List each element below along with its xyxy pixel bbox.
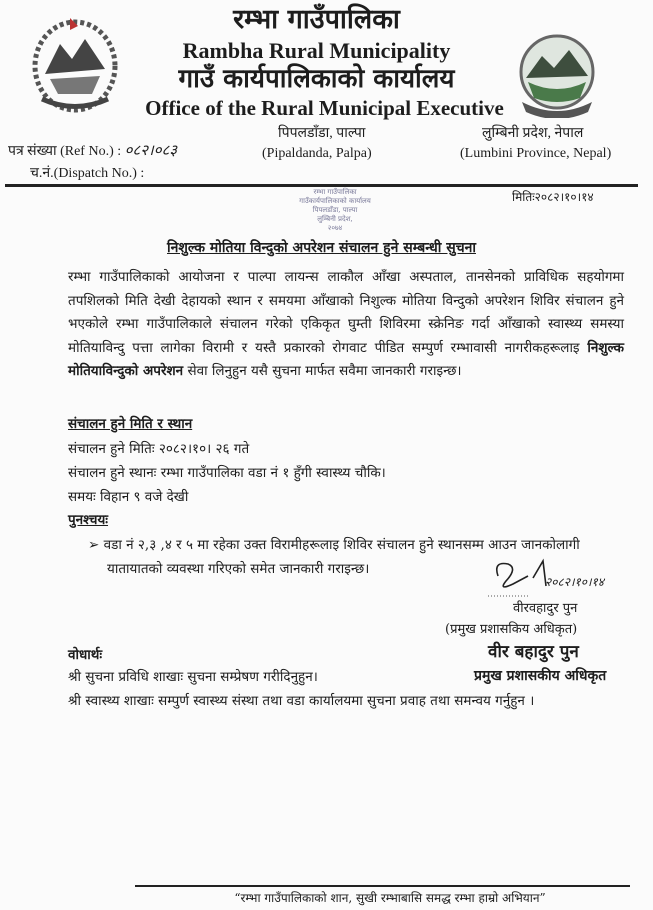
body-bold-text: निशुल्क मोतियाविन्दुको अपरेशन [68,339,624,379]
office-name-en: Office of the Rural Municipal Executive [145,96,504,120]
schedule-date: संचालन हुने मितिः २०८२।१०। २६ गते [68,441,250,457]
letter-date: मितिः२०८२।१०।१४ [512,190,594,204]
signatory-stamp-name: वीर बहादुर पुन [488,642,579,662]
schedule-place: संचालन हुने स्थानः रम्भा गाउँपालिका वडा नं १ हुँगी स्वास्थ्य चौकि। [68,465,386,481]
body-text-end: सेवा लिनुहुन यसै सुचना मार्फत सवैमा जानकारी गराइन्छ। [183,363,462,379]
signatory-designation: (प्रमुख प्रशासकिय अधिकृत) [445,622,578,637]
cc-line-2: श्री स्वास्थ्य शाखाः सम्पुर्ण स्वास्थ्य संस्था तथा वडा कार्यालयमा सुचना प्रवाह तथा समन्वय गर्नुहुन । [68,693,535,709]
location-en: (Pipaldanda, Palpa) [262,146,372,161]
signatory-stamp-title: प्रमुख प्रशासकीय अधिकृत [474,668,607,684]
municipality-name-np: रम्भा गाउँपालिका [233,4,400,35]
municipality-name-en: Rambha Rural Municipality [182,38,451,63]
footer-slogan: “रम्भा गाउँपालिकाको शान, सुखी रम्भाबासि समद्ध रम्भा हाम्रो अभियान” [234,891,546,905]
schedule-time: समयः विहान ९ वजे देखी [68,489,189,505]
ps-line-2: यातायातको व्यवस्था गरिएको समेत जानकारी गराइन्छ। [107,561,370,577]
notice-body [68,266,624,384]
arrow-bullet-icon: ➢ [88,537,100,553]
ps-bullet [88,535,580,556]
stamp-line: रम्भा गाउँपालिका [313,188,357,196]
dispatch-no-label: च.नं.(Dispatch No.) : [30,166,145,181]
signature-date: २०८२।१०।१४ [545,575,605,589]
stamp-line: लुम्बिनी प्रदेश, [317,215,353,223]
notice-title: निशुल्क मोतिया विन्दुको अपरेशन संचालन हुने सम्बन्धी सुचना [167,240,476,256]
cc-line-1: श्री सुचना प्रविधि शाखाः सुचना सम्प्रेषण गरीदिनुहुन। [68,669,318,685]
province-np: लुम्बिनी प्रदेश, नेपाल [482,126,584,141]
signatory-name: वीरवहादुर पुन [513,601,578,616]
stamp-line: २०७४ [327,224,343,232]
footer-divider [135,885,630,887]
office-name-np: गाउँ कार्यपालिकाको कार्यालय [178,64,455,94]
ps-line: वडा नं २,३ ,४ र ५ मा रहेका उक्त विरामीहरूलाइ शिविर संचालन हुने स्थानसम्म आउन जानकोलागी [103,537,580,553]
ps-heading: पुनश्चयः [68,512,109,528]
schedule-heading: संचालन हुने मिति र स्थान [68,416,193,432]
body-text: रम्भा गाउँपालिकाको आयोजना र पाल्पा लायन्स लाकौल आँखा अस्पताल, तानसेनको प्राविधिक सहयोगमा तपशिलको मिति देखी देहायको स्थान र समयमा आँखाको निशुल्क मोतिया विन्दुको अपरेशन शिविर संचालन हुने भएकोले रम्भा गाउँपालिकाले संचालन गरेको एकिकृत घुम्ती शिविरमा स्क्रेनिङ गर्दा आँखाको स्वास्थ्य समस्या मोतियाविन्दु पत्ता लागेका विरामी र यस्तै प्रकारको रोगवाट पीडित सम्पुर्ण रम्भावासी नागरीकहरूलाइ [68,269,624,356]
cc-heading: वोधार्थः [68,647,103,663]
province-en: (Lumbini Province, Nepal) [460,146,612,161]
ref-no-label [8,141,177,161]
office-stamp [290,188,380,233]
header-divider [5,184,638,187]
ref-no-value: ०८२।०८३ [124,141,178,159]
location-np: पिपलडाँडा, पाल्पा [278,126,366,141]
ref-label: पत्र संख्या (Ref No.) : [8,144,122,159]
stamp-line: गाउँकार्यपालिकाको कार्यालय [299,197,371,205]
stamp-line: पिपलडाँडा, पाल्पा [312,206,358,214]
